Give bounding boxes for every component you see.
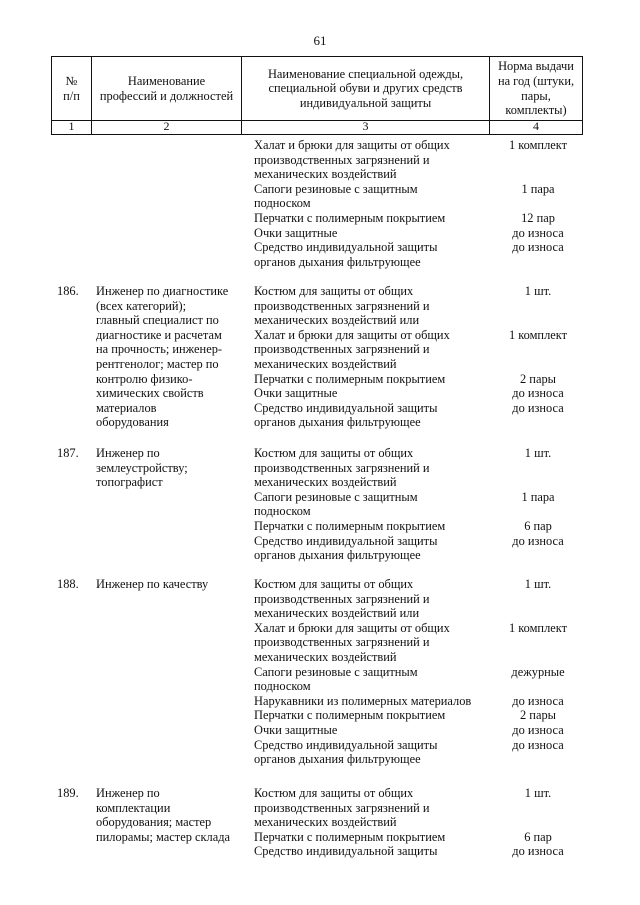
equipment-line: Костюм для защиты от общих	[254, 786, 414, 800]
header-col-number-line: №	[65, 73, 78, 88]
equipment-line: производственных загрязнений и	[254, 342, 430, 357]
equipment-line: Перчатки с полимерным покрытием	[254, 519, 446, 533]
equipment-item	[254, 534, 494, 563]
equipment-item	[254, 284, 494, 328]
equipment-item	[254, 723, 494, 738]
profession-name	[96, 284, 246, 430]
profession-line: химических свойств	[96, 386, 204, 401]
equipment-item	[254, 328, 494, 372]
issue-norm: 1 шт.	[524, 446, 552, 460]
equipment-line: Костюм для защиты от общих	[254, 446, 414, 460]
equipment-item	[254, 401, 494, 430]
equipment-item	[254, 446, 494, 490]
equipment-item	[254, 577, 494, 621]
profession-line: Инженер по	[96, 446, 160, 460]
equipment-line: подноском	[254, 196, 311, 211]
equipment-item	[254, 138, 494, 182]
profession-line: контролю физико-	[96, 371, 193, 386]
issue-norm: до износа	[512, 723, 564, 737]
issue-norm: 1 шт.	[524, 284, 552, 298]
issue-norm: 6 пар	[524, 829, 552, 844]
equipment-line: Очки защитные	[254, 225, 338, 240]
profession-name	[96, 446, 246, 490]
profession-line: землеустройству;	[96, 460, 188, 475]
issue-norm: 1 комплект	[508, 620, 568, 635]
issue-norm: 1 комплект	[508, 327, 568, 342]
header-col-norm-line: пары,	[521, 88, 551, 103]
table-header	[51, 56, 583, 135]
equipment-item	[254, 621, 494, 665]
profession-line: на прочность; инженер-	[96, 342, 223, 357]
equipment-line: Сапоги резиновые с защитным	[254, 181, 418, 196]
equipment-line: подноском	[254, 679, 311, 694]
issue-norm: до износа	[512, 693, 564, 708]
equipment-line: Средство индивидуальной защиты	[254, 533, 438, 548]
equipment-line: механических воздействий или	[254, 606, 420, 621]
profession-name	[96, 577, 246, 592]
equipment-item	[254, 519, 494, 534]
profession-line: (всех категорий);	[96, 298, 187, 313]
equipment-line: производственных загрязнений и	[254, 298, 430, 313]
equipment-line: Очки защитные	[254, 723, 338, 737]
row-number: 186.	[57, 284, 79, 298]
issue-norm: до износа	[512, 386, 564, 401]
profession-line: оборудования	[96, 415, 169, 430]
equipment-item	[254, 386, 494, 401]
equipment-line: Перчатки с полимерным покрытием	[254, 371, 446, 386]
equipment-line: органов дыхания фильтрующее	[254, 415, 421, 430]
issue-norm: 2 пары	[520, 371, 556, 386]
equipment-item	[254, 694, 494, 709]
profession-line: рентгенолог; мастер по	[96, 356, 219, 371]
issue-norm: 1 комплект	[508, 138, 568, 152]
issue-norm: дежурные	[511, 664, 565, 679]
equipment-line: производственных загрязнений и	[254, 591, 430, 606]
column-number: 1	[52, 120, 92, 134]
header-col-equipment	[242, 57, 490, 120]
equipment-line: органов дыхания фильтрующее	[254, 254, 421, 269]
column-number: 2	[92, 120, 242, 134]
issue-norm: до износа	[512, 737, 564, 752]
equipment-line: механических воздействий	[254, 815, 397, 830]
profession-line: главный специалист по	[96, 313, 219, 328]
equipment-line: Сапоги резиновые с защитным	[254, 664, 418, 679]
profession-line: оборудования; мастер	[96, 815, 212, 830]
equipment-item	[254, 830, 494, 845]
equipment-line: производственных загрязнений и	[254, 800, 430, 815]
equipment-line: производственных загрязнений и	[254, 460, 430, 475]
profession-line: Инженер по диагностике	[96, 284, 229, 298]
issue-norm: 1 пара	[521, 489, 555, 504]
issue-norm: до износа	[512, 533, 564, 548]
profession-name	[96, 786, 246, 844]
header-col-number-line: п/п	[63, 88, 80, 103]
equipment-line: Очки защитные	[254, 386, 338, 401]
equipment-line: Костюм для защиты от общих	[254, 577, 414, 591]
profession-line: комплектации	[96, 800, 171, 815]
equipment-item	[254, 665, 494, 694]
equipment-item	[254, 708, 494, 723]
equipment-line: Перчатки с полимерным покрытием	[254, 829, 446, 844]
equipment-line: Средство индивидуальной защиты	[254, 240, 438, 255]
equipment-line: Сапоги резиновые с защитным	[254, 489, 418, 504]
equipment-line: органов дыхания фильтрующее	[254, 548, 421, 563]
issue-norm: 12 пар	[521, 211, 555, 225]
header-col-norm-line: на год (штуки,	[497, 73, 575, 88]
issue-norm: 2 пары	[520, 708, 556, 723]
equipment-line: механических воздействий	[254, 649, 397, 664]
row-number: 188.	[57, 577, 79, 591]
equipment-line: Халат и брюки для защиты от общих	[254, 138, 450, 152]
equipment-line: Средство индивидуальной защиты	[254, 400, 438, 415]
profession-line: Инженер по	[96, 786, 160, 800]
equipment-line: Халат и брюки для защиты от общих	[254, 620, 450, 635]
header-col-norm-line: Норма выдачи	[498, 59, 574, 74]
page-number: 61	[313, 33, 327, 48]
equipment-line: Средство индивидуальной защиты	[254, 737, 438, 752]
equipment-line: подноском	[254, 504, 311, 519]
equipment-item	[254, 226, 494, 241]
issue-norm: до износа	[512, 400, 564, 415]
equipment-line: механических воздействий	[254, 356, 397, 371]
header-col-profession-line: профессий и должностей	[99, 88, 234, 103]
issue-norm: до износа	[512, 225, 564, 240]
row-number: 189.	[57, 786, 79, 800]
profession-line: пилорамы; мастер склада	[96, 829, 231, 844]
header-row	[52, 57, 582, 121]
header-col-profession	[92, 57, 242, 120]
column-number: 3	[242, 120, 490, 134]
equipment-item	[254, 844, 494, 859]
equipment-line: Нарукавники из полимерных материалов	[254, 693, 472, 708]
issue-norm: 6 пар	[524, 519, 552, 533]
equipment-line: Костюм для защиты от общих	[254, 284, 414, 298]
column-number-row	[52, 120, 582, 135]
header-col-norm-line: комплекты)	[505, 103, 567, 118]
profession-line: диагностике и расчетам	[96, 327, 222, 342]
equipment-item	[254, 738, 494, 767]
header-col-norm	[490, 57, 582, 120]
equipment-line: производственных загрязнений и	[254, 152, 430, 167]
equipment-line: производственных загрязнений и	[254, 635, 430, 650]
equipment-line: Средство индивидуальной защиты	[254, 844, 438, 859]
equipment-line: органов дыхания фильтрующее	[254, 752, 421, 767]
equipment-item	[254, 786, 494, 830]
header-col-profession-line: Наименование	[127, 73, 206, 88]
equipment-line: механических воздействий или	[254, 313, 420, 328]
header-col-equipment-line: индивидуальной защиты	[299, 95, 432, 110]
equipment-item	[254, 240, 494, 269]
equipment-item	[254, 211, 494, 226]
profession-line: материалов	[96, 400, 157, 415]
header-col-number	[52, 57, 92, 120]
issue-norm: до износа	[512, 844, 564, 859]
equipment-line: механических воздействий	[254, 167, 397, 182]
row-number: 187.	[57, 446, 79, 460]
issue-norm: 1 шт.	[524, 577, 552, 591]
equipment-line: механических воздействий	[254, 475, 397, 490]
equipment-line: Перчатки с полимерным покрытием	[254, 211, 446, 225]
equipment-item	[254, 182, 494, 211]
profession-line: топографист	[96, 475, 163, 490]
equipment-line: Перчатки с полимерным покрытием	[254, 708, 446, 723]
issue-norm: до износа	[512, 240, 564, 255]
equipment-item	[254, 490, 494, 519]
issue-norm: 1 шт.	[524, 786, 552, 800]
profession-line: Инженер по качеству	[96, 577, 209, 591]
issue-norm: 1 пара	[521, 181, 555, 196]
equipment-line: Халат и брюки для защиты от общих	[254, 327, 450, 342]
header-col-equipment-line: Наименование специальной одежды,	[267, 66, 464, 81]
column-number: 4	[533, 119, 539, 133]
header-col-equipment-line: специальной обуви и других средств	[268, 81, 463, 96]
equipment-item	[254, 372, 494, 387]
